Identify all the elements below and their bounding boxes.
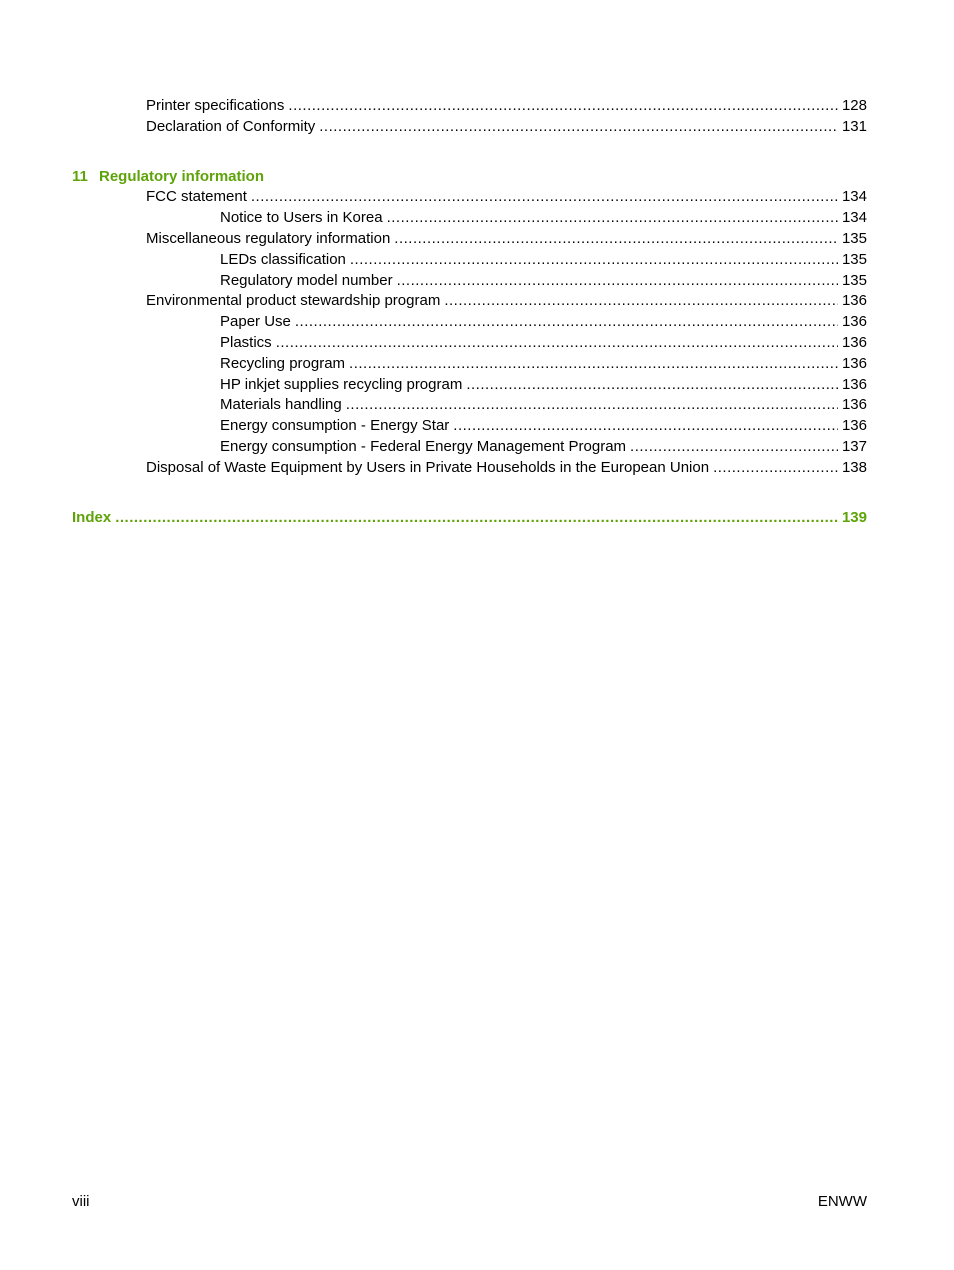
dot-leader bbox=[397, 271, 838, 292]
toc-entry[interactable] bbox=[72, 117, 867, 138]
toc-entry-page-number: 138 bbox=[841, 458, 867, 476]
toc-entry-title: Printer specifications bbox=[146, 97, 285, 114]
toc-entry-title: Plastics bbox=[220, 333, 272, 351]
toc-entry-page-number: 136 bbox=[841, 375, 867, 393]
toc-entry-page-number: 136 bbox=[841, 417, 867, 435]
toc-entry-title: Declaration of Conformity bbox=[146, 117, 316, 135]
toc-entry-page-number: 137 bbox=[841, 437, 867, 455]
toc-entry-title: LEDs classification bbox=[220, 250, 346, 268]
dot-leader bbox=[251, 187, 838, 208]
dot-leader bbox=[319, 117, 838, 138]
dot-leader bbox=[453, 416, 838, 437]
toc-entry[interactable] bbox=[72, 375, 867, 396]
toc-entry-title: FCC statement bbox=[146, 188, 247, 206]
toc-entry-page-number: 134 bbox=[841, 209, 867, 227]
toc-entry-page-number: 136 bbox=[841, 333, 867, 351]
toc-entry-page-number: 134 bbox=[841, 188, 867, 206]
toc-entry-title: Paper Use bbox=[220, 313, 291, 331]
toc-section-top bbox=[72, 96, 867, 138]
toc-entry-page-number: 128 bbox=[841, 97, 867, 114]
dot-leader bbox=[387, 208, 838, 229]
dot-leader bbox=[350, 250, 838, 271]
toc-section-chapter bbox=[72, 187, 867, 478]
dot-leader bbox=[115, 508, 838, 529]
toc-entry-page-number: 135 bbox=[841, 250, 867, 268]
toc-entry-page-number: 135 bbox=[841, 229, 867, 247]
toc-entry[interactable] bbox=[72, 291, 867, 312]
toc-entry[interactable] bbox=[72, 208, 867, 229]
toc-entry[interactable] bbox=[72, 250, 867, 271]
dot-leader bbox=[444, 291, 838, 312]
toc-entry-title: Energy consumption - Federal Energy Management Program bbox=[220, 437, 627, 455]
toc-entry-title: Materials handling bbox=[220, 396, 342, 414]
toc-entry-title: Miscellaneous regulatory information bbox=[146, 229, 391, 247]
chapter-heading[interactable] bbox=[72, 167, 867, 188]
toc-entry-title: Recycling program bbox=[220, 354, 346, 372]
dot-leader bbox=[295, 312, 838, 333]
dot-leader bbox=[466, 375, 838, 396]
toc-entry-page-number: 136 bbox=[841, 354, 867, 372]
page-footer bbox=[72, 1193, 867, 1210]
toc-entry-page-number: 136 bbox=[841, 313, 867, 331]
toc-entry[interactable] bbox=[72, 312, 867, 333]
footer-page-number: viii bbox=[72, 1193, 90, 1210]
dot-leader bbox=[346, 395, 838, 416]
toc-entry-title: Disposal of Waste Equipment by Users in Private Households in the European Union bbox=[146, 458, 710, 476]
toc-entry-title: Environmental product stewardship program bbox=[146, 292, 441, 310]
index-title: Index bbox=[72, 508, 112, 526]
dot-leader bbox=[288, 96, 838, 117]
toc-entry[interactable] bbox=[72, 395, 867, 416]
toc-entry-title: Notice to Users in Korea bbox=[220, 209, 383, 227]
index-page-number: 139 bbox=[841, 508, 867, 526]
table-of-contents bbox=[72, 96, 867, 528]
toc-entry-page-number: 136 bbox=[841, 292, 867, 310]
toc-index-entry[interactable] bbox=[72, 508, 867, 529]
toc-entry[interactable] bbox=[72, 187, 867, 208]
toc-entry-title: HP inkjet supplies recycling program bbox=[220, 375, 463, 393]
toc-entry[interactable] bbox=[72, 333, 867, 354]
toc-entry[interactable] bbox=[72, 416, 867, 437]
dot-leader bbox=[276, 333, 838, 354]
footer-label: ENWW bbox=[817, 1193, 867, 1210]
toc-entry[interactable] bbox=[72, 437, 867, 458]
toc-entry-page-number: 131 bbox=[841, 117, 867, 135]
toc-entry-page-number: 135 bbox=[841, 271, 867, 289]
chapter-title: Regulatory information bbox=[99, 167, 265, 185]
toc-entry-title: Regulatory model number bbox=[220, 271, 393, 289]
toc-entry[interactable] bbox=[72, 229, 867, 250]
toc-entry-page-number: 136 bbox=[841, 396, 867, 414]
dot-leader bbox=[349, 354, 838, 375]
dot-leader bbox=[630, 437, 838, 458]
chapter-number: 11 bbox=[72, 167, 88, 185]
toc-entry[interactable] bbox=[72, 354, 867, 375]
toc-entry[interactable] bbox=[72, 458, 867, 479]
dot-leader bbox=[713, 458, 838, 479]
dot-leader bbox=[394, 229, 838, 250]
toc-entry-title: Energy consumption - Energy Star bbox=[220, 417, 450, 435]
toc-entry[interactable] bbox=[72, 96, 867, 117]
toc-entry[interactable] bbox=[72, 271, 867, 292]
